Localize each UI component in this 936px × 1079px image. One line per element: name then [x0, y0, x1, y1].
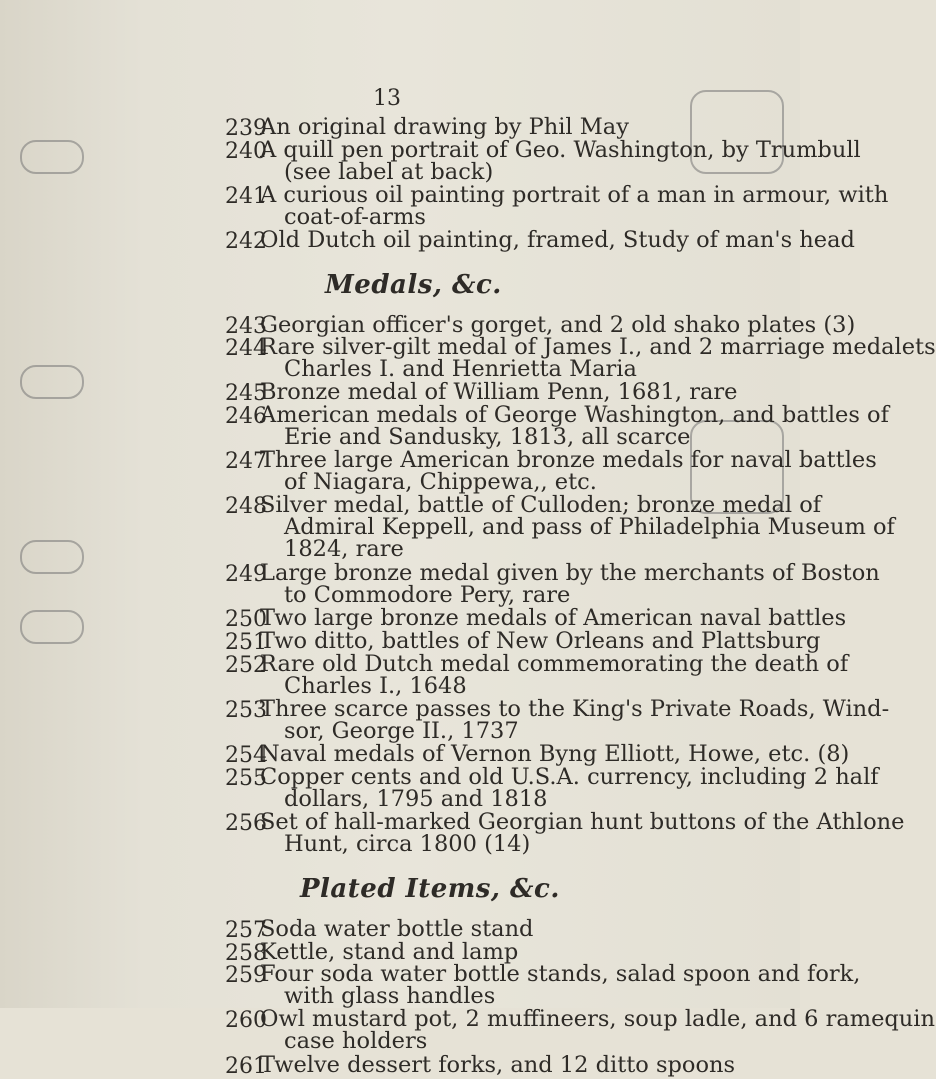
lot-description: [260, 560, 880, 609]
lot-description: [260, 763, 879, 812]
lot-description: [260, 605, 847, 632]
lot-number: 252: [225, 652, 267, 678]
lot-description: [260, 695, 890, 744]
description-line: Silver medal, battle of Culloden; bronze medal of: [260, 492, 822, 519]
lot-description: [260, 492, 895, 563]
handwritten-mark-left-2: [20, 365, 84, 399]
lot-description: [260, 808, 905, 857]
lot-description: [260, 650, 849, 699]
lot-description: [260, 136, 861, 185]
lot-description: [260, 630, 840, 652]
description-line: Rare silver-gilt medal of James I., and 2 marriage medalets: [260, 334, 936, 361]
lot-number: 251: [225, 630, 267, 655]
lot-description: [260, 181, 889, 230]
handwritten-mark-left-3: [20, 540, 84, 574]
section-heading: Plated Items, &c.: [300, 874, 560, 904]
description-line: Old Dutch oil painting, framed, Study of man's head: [260, 227, 855, 253]
lot-number: 240: [225, 138, 267, 164]
lot-number: 259: [225, 963, 267, 989]
description-line: Erie and Sandusky, 1813, all scarce: [284, 424, 691, 450]
description-line: Georgian officer's gorget, and 2 old shako plates (3): [260, 311, 856, 338]
lot-description: [260, 379, 840, 406]
lot-number: 253: [225, 697, 267, 723]
lot-description: [260, 447, 877, 496]
lot-number: 241: [225, 183, 267, 209]
lot-description: [260, 1006, 935, 1055]
lot-number: 243: [225, 313, 267, 339]
lot-description: [260, 741, 850, 767]
lot-number: 247: [225, 449, 267, 475]
handwritten-mark-left-1: [20, 140, 84, 174]
section-heading: Medals, &c.: [325, 269, 502, 300]
lot-number: 246: [225, 404, 267, 429]
description-line: Bronze medal of William Penn, 1681, rare: [260, 379, 738, 406]
lot-number: 244: [225, 336, 267, 362]
lot-description: [260, 918, 840, 940]
lot-number: 257: [225, 918, 267, 943]
lot-description: [260, 227, 855, 253]
lot-number: 254: [225, 743, 267, 768]
lot-number: 255: [225, 765, 267, 791]
lot-number: 245: [225, 381, 267, 407]
lot-description: [260, 961, 861, 1010]
lot-number: 250: [225, 607, 267, 633]
lot-number: 260: [225, 1008, 267, 1034]
description-line: coat-of-arms: [284, 203, 426, 230]
description-line: Hunt, circa 1800 (14): [284, 830, 531, 857]
lot-number: 239: [225, 116, 267, 141]
lot-number: 249: [225, 562, 267, 588]
description-line: A curious oil painting portrait of a man in armour, with: [260, 181, 889, 208]
lot-number: 248: [225, 494, 267, 520]
lot-number: 258: [225, 940, 267, 966]
lot-number: 242: [225, 229, 267, 254]
lot-description: [260, 1051, 840, 1078]
description-line: An original drawing by Phil May: [260, 114, 629, 140]
page-number: 13: [373, 86, 401, 111]
description-line: dollars, 1795 and 1818: [284, 785, 548, 812]
description-line: case holders: [284, 1028, 428, 1055]
description-line: Rare old Dutch medal commemorating the death of: [260, 650, 849, 677]
description-line: A quill pen portrait of Geo. Washington, by Trumbull: [260, 136, 861, 163]
lot-description: [260, 311, 856, 338]
description-line: with glass handles: [284, 983, 496, 1010]
description-line: Four soda water bottle stands, salad spoon and fork,: [260, 961, 861, 988]
description-line: Large bronze medal given by the merchants of Boston: [260, 560, 880, 587]
description-line: Naval medals of Vernon Byng Elliott, Howe, etc. (8): [260, 741, 850, 767]
description-line: Admiral Keppell, and pass of Philadelphia Museum of: [284, 514, 895, 541]
description-line: Soda water bottle stand: [260, 916, 534, 942]
lot-description: [260, 334, 936, 383]
description-line: American medals of George Washington, and battles of: [260, 402, 889, 428]
description-line: (see label at back): [284, 158, 494, 185]
description-line: Twelve dessert forks, and 12 ditto spoons: [260, 1051, 736, 1078]
description-line: Charles I. and Henrietta Maria: [284, 356, 637, 383]
lot-number: 261: [225, 1053, 267, 1079]
description-line: sor, George II., 1737: [284, 717, 519, 744]
lot-number: 256: [225, 810, 267, 836]
lot-description: [260, 938, 840, 965]
description-line: Two large bronze medals of American naval battles: [260, 605, 847, 632]
description-line: Copper cents and old U.S.A. currency, including 2 half: [260, 763, 879, 790]
description-line: Owl mustard pot, 2 muffineers, soup ladle, and 6 ramequin: [260, 1006, 935, 1033]
description-line: Two ditto, battles of New Orleans and Plattsburg: [260, 628, 821, 654]
description-line: Kettle, stand and lamp: [260, 938, 519, 965]
description-line: to Commodore Pery, rare: [284, 582, 571, 609]
lot-description: [260, 402, 889, 450]
description-line: Charles I., 1648: [284, 672, 467, 699]
lot-description: [260, 116, 840, 138]
description-line: of Niagara, Chippewa,, etc.: [284, 469, 597, 496]
description-line: Set of hall-marked Georgian hunt buttons of the Athlone: [260, 808, 905, 835]
description-line: Three scarce passes to the King's Private Roads, Wind-: [260, 695, 890, 722]
description-line: 1824, rare: [284, 536, 404, 563]
handwritten-mark-left-4: [20, 610, 84, 644]
description-line: Three large American bronze medals for naval battles: [260, 447, 877, 474]
